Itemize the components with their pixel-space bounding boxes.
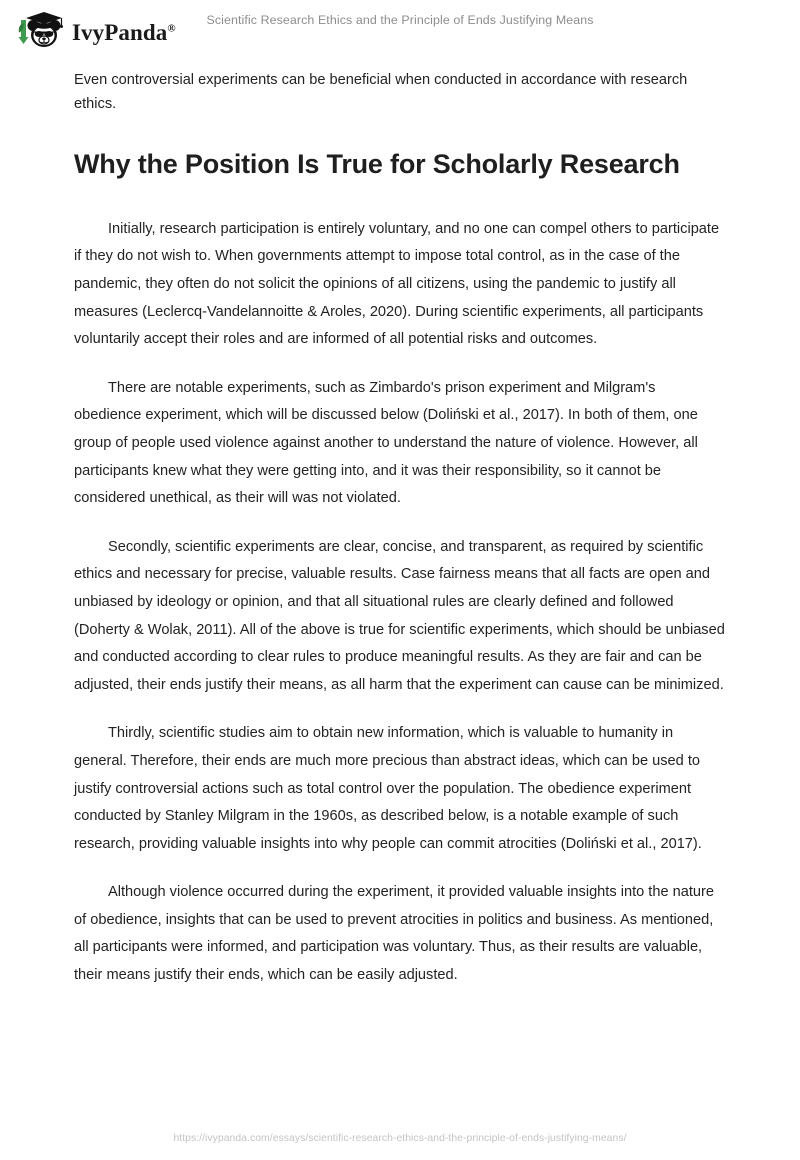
- page-header: [0, 0, 800, 58]
- body-paragraph: Although violence occurred during the experiment, it provided valuable insights into the nature of obedience, insights that can be used to prevent atrocities in politics and business. As mentioned, all participants were informed, and participation was voluntary. Thus, as their results are valuable, their means justify their ends, which can be easily adjusted.: [74, 884, 715, 984]
- section-heading: Why the Position Is True for Scholarly Research: [74, 148, 680, 179]
- registered-trademark-symbol: ®: [167, 21, 176, 34]
- brand-name-text: IvyPanda: [72, 19, 168, 45]
- body-paragraph: Thirdly, scientific studies aim to obtain new information, which is valuable to humanity in general. Therefore, their ends are much more precious than abstract ideas, which can be used to justify controversial actions such as total control over the population. The obedience experiment conducted by Stanley Milgram in the 1960s, as described below, is a notable example of such research, providing valuable insights into why people can commit atrocities (Doliński et al., 2017).: [74, 725, 702, 852]
- document-title-header: Scientific Research Ethics and the Principle of Ends Justifying Means: [206, 13, 594, 27]
- body-paragraph: Initially, research participation is entirely voluntary, and no one can compel others to participate if they do not wish to. When governments attempt to impose total control, as in the case of the pandemic, they often do not solicit the opinions of all citizens, using the pandemic to justify all measures (Leclercq-Vandelannoitte & Aroles, 2020). During scientific experiments, all participants voluntarily accept their roles and are informed of all potential risks and outcomes.: [74, 220, 720, 348]
- document-content: [74, 68, 726, 990]
- footer-source-url[interactable]: https://ivypanda.com/essays/scientific-research-ethics-and-the-principle-of-ends-justifying-means/: [173, 1133, 627, 1144]
- body-paragraph: There are notable experiments, such as Zimbardo's prison experiment and Milgram's obedience experiment, which will be discussed below (Doliński et al., 2017). In both of them, one group of people used violence against another to understand the nature of violence. However, all participants knew what they were getting into, and it was their responsibility, so it cannot be considered unethical, as their will was not violated.: [74, 379, 698, 507]
- body-paragraph: Secondly, scientific experiments are clear, concise, and transparent, as required by scientific ethics and necessary for precise, valuable results. Case fairness means that all facts are open and unbiased by ideology or opinion, and that all situational rules are clearly defined and followed (Doherty & Wolak, 2011). All of the above is true for scientific experiments, which should be unbiased and conducted according to clear rules to produce meaningful results. As they are fair and can be adjusted, their ends justify their means, as all harm that the experiment can cause can be minimized.: [74, 538, 725, 693]
- page-footer: [0, 1128, 800, 1146]
- lead-paragraph: Even controversial experiments can be beneficial when conducted in accordance with research ethics.: [74, 72, 688, 113]
